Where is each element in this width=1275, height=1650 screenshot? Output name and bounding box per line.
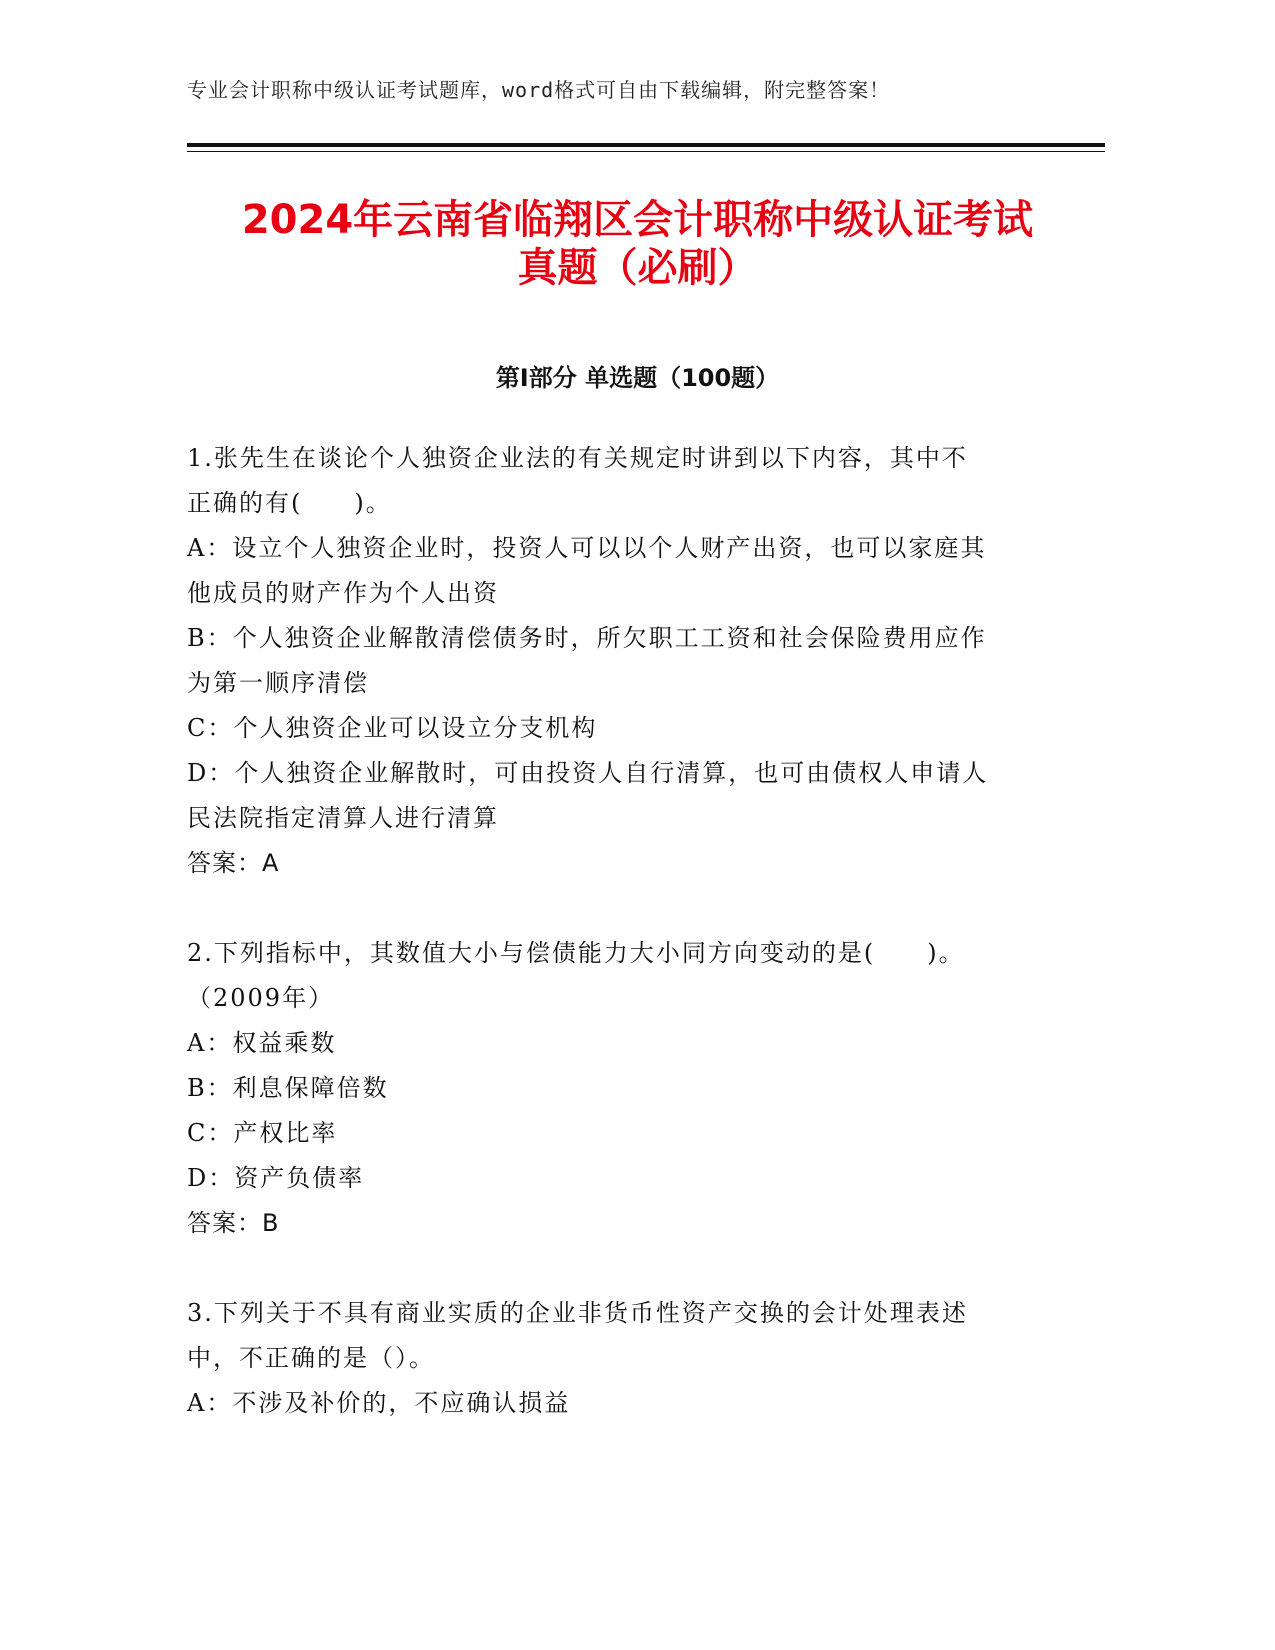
header-rule-thick	[187, 143, 1105, 147]
question-1-stem-line-2: 正确的有( )。	[187, 489, 392, 517]
question-1-stem-line-1: 1.张先生在谈论个人独资企业法的有关规定时讲到以下内容，其中不	[187, 444, 968, 472]
question-1-option-d-line-2: 民法院指定清算人进行清算	[187, 804, 499, 832]
question-3-option-a: A：不涉及补价的，不应确认损益	[187, 1389, 571, 1417]
document-title-line-1: 2024年云南省临翔区会计职称中级认证考试	[241, 197, 1034, 243]
question-1-answer: 答案：A	[187, 849, 280, 877]
question-3-stem-line-2: 中，不正确的是（）。	[187, 1344, 435, 1372]
header-rule-thin	[187, 151, 1105, 152]
question-1-option-d-line-1: D：个人独资企业解散时，可由投资人自行清算，也可由债权人申请人	[187, 759, 989, 787]
question-2-option-a: A：权益乘数	[187, 1029, 337, 1057]
page-header: 专业会计职称中级认证考试题库，word格式可自由下载编辑，附完整答案！	[187, 78, 891, 102]
question-list	[187, 436, 1067, 1426]
question-1-option-a-line-2: 他成员的财产作为个人出资	[187, 579, 499, 607]
question-2	[187, 931, 1067, 1246]
question-3-stem-line-1: 3.下列关于不具有商业实质的企业非货币性资产交换的会计处理表述	[187, 1299, 968, 1327]
question-3	[187, 1291, 1067, 1426]
question-2-option-b: B：利息保障倍数	[187, 1074, 389, 1102]
question-1-option-c: C：个人独资企业可以设立分支机构	[187, 714, 598, 742]
question-1-option-b-line-2: 为第一顺序清偿	[187, 669, 369, 697]
question-1-option-a-line-1: A：设立个人独资企业时，投资人可以以个人财产出资，也可以家庭其	[187, 534, 987, 562]
question-1-option-b-line-1: B：个人独资企业解散清偿债务时，所欠职工工资和社会保险费用应作	[187, 624, 987, 652]
question-1	[187, 436, 1067, 886]
question-2-stem-line-1: 2.下列指标中，其数值大小与偿债能力大小同方向变动的是( )。	[187, 939, 965, 967]
question-2-option-c: C：产权比率	[187, 1119, 338, 1147]
question-2-option-d: D：资产负债率	[187, 1164, 365, 1192]
document-title-line-2: 真题（必刷）	[517, 245, 758, 291]
section-heading: 第Ⅰ部分 单选题（100题）	[495, 364, 780, 392]
question-2-answer: 答案：B	[187, 1209, 280, 1237]
document-title	[150, 196, 1125, 292]
question-2-stem-line-2: （2009年）	[187, 984, 335, 1012]
